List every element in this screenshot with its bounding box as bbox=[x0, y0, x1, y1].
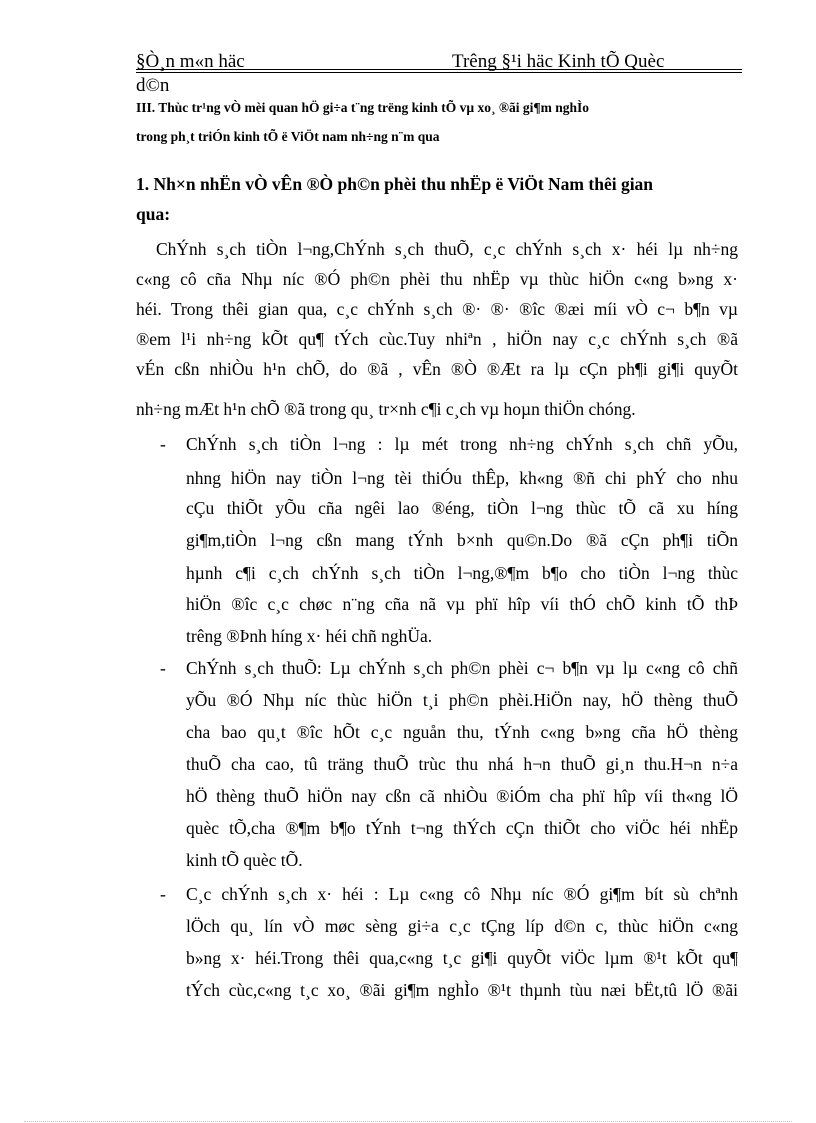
bullet-line: quèc tÕ,cha ®¶m b¶o tÝnh t¬ng thÝch cÇn thiÕt cho viÖc héi nhËp bbox=[186, 818, 738, 838]
bullet-line: ChÝnh s¸ch thuÕ: Lµ chÝnh s¸ch ph©n phèi c¬ b¶n vµ lµ c«ng cô chñ bbox=[186, 658, 738, 678]
bullet-line: thuÕ cha cao, tû träng thuÕ trùc thu nhá h¬n thuÕ gi¸n thu.H¬n n÷a bbox=[186, 754, 738, 774]
bullet-line: trêng ®Þnh híng x· héi chñ nghÜa. bbox=[186, 626, 433, 646]
page-header bbox=[136, 50, 742, 74]
header-rule-bottom bbox=[136, 72, 742, 73]
paragraph-line: héi. Trong thêi gian qua, c¸c chÝnh s¸ch ®· ®· ®îc ®æi míi vÒ c¬ b¶n vµ bbox=[136, 299, 738, 319]
bullet-line: tÝch cùc,c«ng t¸c xo¸ ®ãi gi¶m nghÌo ®¹t thµnh tùu næi bËt,tû lÖ ®ãi bbox=[186, 980, 738, 1000]
header-rule-top bbox=[136, 69, 742, 70]
bullet-line: hiÖn ®îc c¸c chøc n¨ng cña nã vµ phï hîp víi thÓ chÕ kinh tÕ thÞ bbox=[186, 594, 738, 614]
section-title-line: trong ph¸t triÓn kinh tÕ ë ViÖt nam nh÷ng n¨m qua bbox=[136, 129, 440, 144]
bullet-dash: - bbox=[160, 434, 166, 454]
bullet-line: yÕu ®Ó Nhµ níc thùc hiÖn t¸i ph©n phèi.HiÖn nay, hÖ thèng thuÕ bbox=[186, 690, 738, 710]
bullet-line: hµnh c¶i c¸ch chÝnh s¸ch tiÒn l¬ng,®¶m b¶o cho tiÒn l¬ng thùc bbox=[186, 563, 738, 583]
paragraph-line: ®em l¹i nh÷ng kÕt qu¶ tÝch cùc.Tuy nhiªn , hiÖn nay c¸c chÝnh s¸ch ®ã bbox=[136, 329, 738, 349]
bullet-line: cÇu thiÕt yÕu cña ngêi lao ®éng, tiÒn l¬ng thùc tÕ cã xu híng bbox=[186, 498, 738, 518]
section-title-line: III. Thùc tr¹ng vÒ mèi quan hÖ gi÷a t¨ng trëng kinh tÕ vµ xo¸ ®ãi gi¶m nghÌo bbox=[136, 100, 590, 115]
bullet-line: nhng hiÖn nay tiÒn l¬ng tèi thiÓu thÊp, kh«ng ®ñ chi phÝ cho nhu bbox=[186, 468, 738, 488]
header-left-text: §Ò¸n m«n häc bbox=[136, 51, 245, 72]
bullet-line: gi¶m,tiÒn l¬ng cßn mang tÝnh b×nh qu©n.Do ®ã cÇn ph¶i tiÕn bbox=[186, 530, 738, 550]
paragraph-line: nh÷ng mÆt h¹n chÕ ®ã trong qu¸ tr×nh c¶i c¸ch vµ hoµn thiÖn chóng. bbox=[136, 399, 636, 419]
header-continuation: d©n bbox=[136, 75, 170, 96]
heading-line: qua: bbox=[136, 204, 171, 224]
paragraph-line: c«ng cô cña Nhµ níc ®Ó ph©n phèi thu nhËp vµ thùc hiÖn c«ng b»ng x· bbox=[136, 269, 738, 289]
header-right-text: Trêng §¹i häc Kinh tÕ Quèc bbox=[452, 51, 665, 72]
bullet-line: hÖ thèng thuÕ hiÖn nay cßn cã nhiÒu ®iÓm cha phï hîp víi th«ng lÖ bbox=[186, 786, 738, 806]
bullet-line: cha bao qu¸t ®îc hÕt c¸c nguån thu, tÝnh c«ng b»ng cña hÖ thèng bbox=[186, 722, 738, 742]
bullet-line: kinh tÕ quèc tÕ. bbox=[186, 850, 303, 870]
bullet-line: b»ng x· héi.Trong thêi qua,c«ng t¸c gi¶i quyÕt viÖc lµm ®¹t kÕt qu¶ bbox=[186, 948, 738, 968]
paragraph-line: vÉn cßn nhiÒu h¹n chÕ, do ®ã , vÊn ®Ò ®Æt ra lµ cÇn ph¶i gi¶i quyÕt bbox=[136, 359, 738, 379]
bullet-dash: - bbox=[160, 658, 166, 678]
bullet-dash: - bbox=[160, 884, 166, 904]
bullet-line: ChÝnh s¸ch tiÒn l¬ng : lµ mét trong nh÷ng chÝnh s¸ch chñ yÕu, bbox=[186, 434, 738, 454]
bullet-line: C¸c chÝnh s¸ch x· héi : Lµ c«ng cô Nhµ níc ®Ó gi¶m bít sù chªnh bbox=[186, 884, 738, 904]
paragraph-line: ChÝnh s¸ch tiÒn l¬ng,ChÝnh s¸ch thuÕ, c¸c chÝnh s¸ch x· héi lµ nh÷ng bbox=[156, 239, 738, 259]
heading-line: 1. Nh×n nhËn vÒ vÊn ®Ò ph©n phèi thu nhËp ë ViÖt Nam thêi gian bbox=[136, 174, 654, 194]
page-bottom-border bbox=[24, 1121, 792, 1122]
bullet-line: lÖch qu¸ lín vÒ møc sèng gi÷a c¸c tÇng líp d©n c, thùc hiÖn c«ng bbox=[186, 916, 738, 936]
